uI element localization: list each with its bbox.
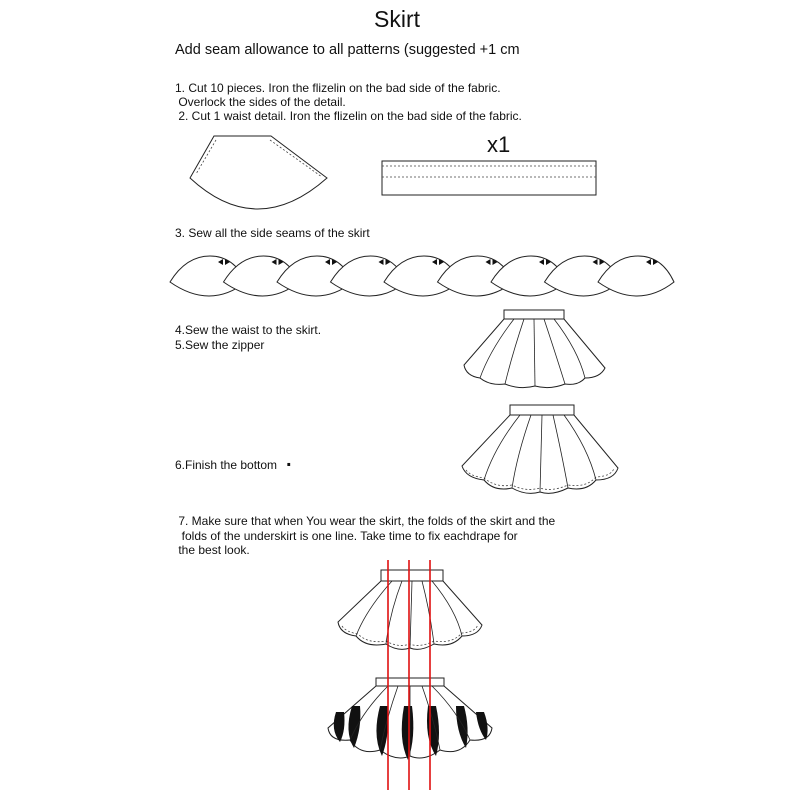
step-7-text-line-2: folds of the underskirt is one line. Take time to fix eachdrape for <box>175 529 518 543</box>
seam-allowance-note: Add seam allowance to all patterns (suggested +1 cm <box>175 42 520 58</box>
waistband-count-label: x1 <box>487 132 511 157</box>
sewn-petal <box>598 256 674 296</box>
step-6-period: . <box>286 449 292 471</box>
step-6-text: 6.Finish the bottom <box>175 458 278 472</box>
step-7-text: 7. Make sure that when You wear the skirt, the folds of the skirt and the <box>175 514 556 528</box>
step-5-text: 5.Sew the zipper <box>175 338 265 352</box>
step-1-text: 1. Cut 10 pieces. Iron the flizelin on the bad side of the fabric. <box>175 81 501 95</box>
step-2-text: 2. Cut 1 waist detail. Iron the flizelin on the bad side of the fabric. <box>175 109 522 123</box>
step-4-text: 4.Sew the waist to the skirt. <box>175 323 322 337</box>
petal-pattern-piece <box>190 136 327 209</box>
skirt-assembled-step-4 <box>464 310 605 388</box>
skirt-finished-step-6 <box>462 405 618 493</box>
underskirt-alignment-bottom <box>328 678 492 760</box>
skirt-alignment-top <box>338 570 482 649</box>
step-3-text: 3. Sew all the side seams of the skirt <box>175 226 370 240</box>
waistband-pattern-piece <box>382 161 596 195</box>
step-7-text-line-3: the best look. <box>175 543 250 557</box>
step-1-overlock-text: Overlock the sides of the detail. <box>175 95 346 109</box>
sewn-petal-row <box>170 256 674 296</box>
page-title: Skirt <box>374 6 420 32</box>
